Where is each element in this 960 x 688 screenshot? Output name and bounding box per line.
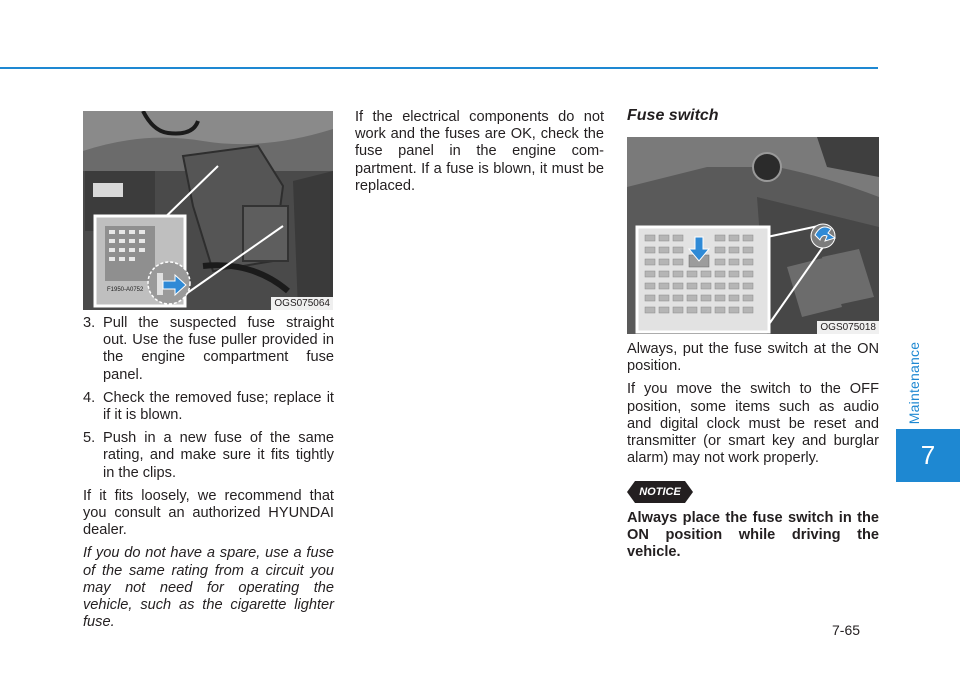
right-column	[627, 341, 879, 473]
dash-fuse-illustration	[627, 137, 879, 334]
notice-body: Always place the fuse switch in the ON position while driving the vehicle.	[627, 510, 879, 561]
dealer-paragraph: If it fits loosely, we recommend that you consult an authorized HYUNDAI dealer.	[83, 487, 334, 539]
figure-code: OGS075064	[271, 297, 333, 310]
notice-label: NOTICE	[639, 486, 681, 498]
off-position-paragraph: If you move the switch to the OFF position, some items such as audio and digital clock must be reset and transmitter (or smart key and burglar alarm) may not work properly.	[627, 381, 879, 467]
section-side-label	[899, 343, 929, 423]
list-item: 5. Push in a new fuse of the same rating, and make sure it fits tightly in the clips.	[83, 430, 334, 481]
on-position-paragraph: Always, put the fuse switch at the ON position.	[627, 341, 879, 375]
notice-text	[627, 510, 879, 568]
dash-fuse-switch-figure	[627, 137, 879, 334]
page-number: 7-65	[832, 622, 861, 638]
spare-fuse-note: If you do not have a spare, use a fuse of the same rating from a circuit you may not need for operating the vehicle, such as the cigarette lighter fuse.	[83, 545, 334, 631]
fuse-puller-label: F1950-A0752	[107, 287, 144, 293]
chapter-tab: 7	[896, 429, 960, 482]
engine-compartment-illustration	[83, 111, 333, 310]
left-column	[83, 315, 334, 637]
section-name: Maintenance	[906, 341, 922, 425]
middle-column	[355, 109, 604, 201]
step-list	[83, 315, 334, 482]
notice-badge	[627, 481, 693, 503]
figure-code: OGS075018	[817, 321, 879, 334]
list-item: 3. Pull the suspected fuse straight out. Use the fuse puller provided in the engine compartment fuse panel.	[83, 315, 334, 383]
header-rule	[0, 67, 878, 69]
engine-fuse-panel-figure	[83, 111, 333, 310]
list-item: 4. Check the removed fuse; replace it if it is blown.	[83, 389, 334, 424]
fuse-panel-paragraph: If the electrical components do not work and the fuses are OK, check the fuse panel in the engine com-partment. If a fuse is blown, it must be replaced.	[355, 109, 604, 194]
section-heading: Fuse switch	[627, 107, 719, 124]
